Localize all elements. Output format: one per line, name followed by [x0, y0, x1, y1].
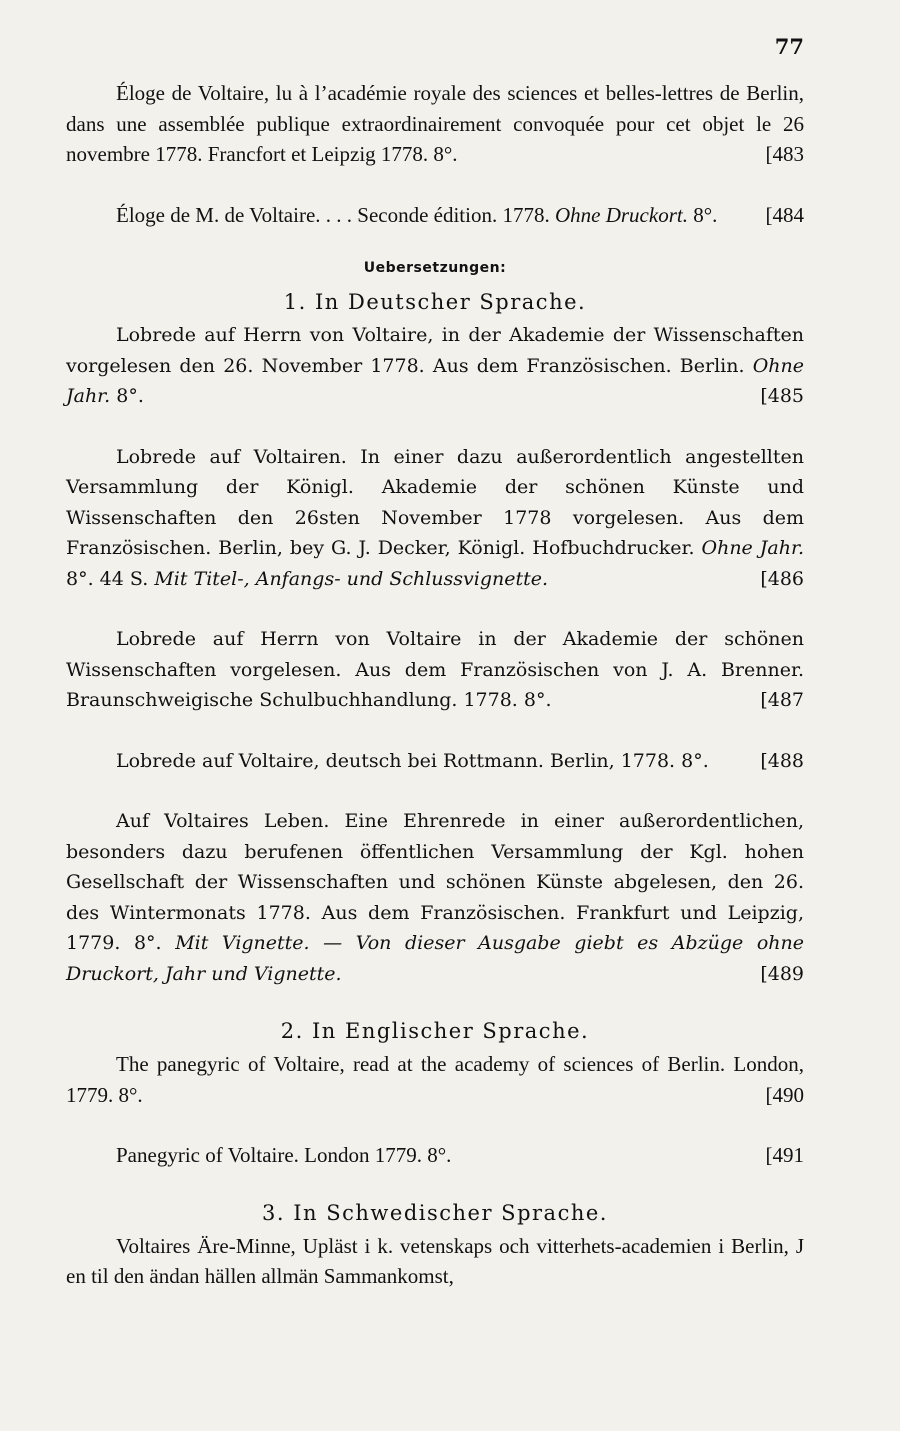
entry-484 — [66, 200, 804, 231]
section-title-english: 2. In Englischer Sprache. — [280, 1019, 590, 1043]
entry-text: Voltaires Äre-Minne, Upläst i k. vetenskaps och vitterhets-academien i Berlin, J en til den ändan hällen allmän Sammankomst, — [66, 1233, 804, 1288]
entry-number: [488 — [760, 749, 804, 772]
entry-number: [490 — [765, 1082, 804, 1107]
entry-text: Lobrede auf Herrn von Voltaire, in der Akademie der Wissenschaften vorgelesen den 26. November 1778. Aus dem Französischen. Berlin. — [66, 324, 804, 377]
entry-text: Lobrede auf Voltairen. In einer dazu außerordentlich angestellten Versammlung der Königl. Akademie der schönen Künste und Wissenschaften den 26sten November 1778 vorgelesen. Aus dem Französischen. Berlin, bey G. J. Decker, Königl. Hofbuchdrucker. — [66, 445, 804, 559]
entry-483 — [66, 78, 804, 170]
entry-number: [486 — [760, 567, 804, 590]
entry-text: Éloge de Voltaire, lu à l’académie royale des sciences et belles-lettres de Berlin, dans une assemblée publique extraordinairement convoquée pour cet objet le 26 novembre 1778. Francfort et Leipzig 1778. 8°. — [66, 81, 804, 166]
entry-text: The panegyric of Voltaire, read at the academy of sciences of Berlin. London, 1779. 8°. — [66, 1052, 804, 1107]
entry-486 — [66, 442, 804, 595]
entry-italic: Ohne Druckort. — [554, 202, 688, 227]
entry-489 — [66, 806, 804, 989]
entry-italic: Ohne Jahr. — [701, 537, 804, 559]
entry-text: Lobrede auf Herrn von Voltaire in der Akademie der schönen Wissenschaften vorgelesen. Aus dem Französischen von J. A. Brenner. Braunschweigische Schulbuchhandlung. 1778. 8°. — [66, 628, 804, 711]
entry-text: Panegyric of Voltaire. London 1779. 8°. — [116, 1143, 452, 1167]
entry-487 — [66, 624, 804, 716]
entry-number: [487 — [760, 689, 804, 711]
entry-italic: Mit Vignette. — Von dieser Ausgabe giebt es Abzüge ohne Druckort, Jahr und Vignette. — [66, 932, 804, 985]
entry-485 — [66, 320, 804, 412]
entry-text: Éloge de M. de Voltaire. . . . Seconde édition. 1778. — [116, 202, 550, 227]
entry-swedish-1 — [66, 1231, 804, 1292]
entry-number: [485 — [760, 385, 804, 407]
bibliography-entries — [66, 78, 804, 1292]
entry-488 — [66, 746, 804, 777]
page-number: 77 — [774, 34, 804, 59]
translations-heading: Uebersetzungen: — [363, 260, 507, 276]
entry-italic-2: Mit Titel-, Anfangs- und Schlussvignette. — [154, 567, 549, 590]
entry-number: [489 — [760, 962, 804, 985]
entry-italic: Ohne Jahr. — [66, 354, 805, 407]
entry-491 — [66, 1140, 804, 1171]
entry-number: [484 — [765, 202, 804, 227]
entry-text-after: 8°. — [693, 202, 718, 227]
entry-text: Lobrede auf Voltaire, deutsch bei Rottmann. Berlin, 1778. 8°. — [116, 749, 709, 772]
section-title-swedish: 3. In Schwedischer Sprache. — [262, 1200, 608, 1225]
entry-number: [491 — [765, 1143, 804, 1167]
entry-490 — [66, 1049, 804, 1110]
entry-number: [483 — [765, 142, 804, 166]
entry-text: Auf Voltaires Leben. Eine Ehrenrede in einer außerordentlichen, besonders dazu berufenen öffentlichen Versammlung der Kgl. hohen Gesellschaft der Wissenschaften und schönen Künste abgelesen, den 26. des Wintermonats 1778. Aus dem Französischen. Frankfurt und Leipzig, 1779. 8°. — [66, 810, 804, 954]
entry-text-mid: 8°. 44 S. — [66, 567, 149, 590]
entry-text-after: 8°. — [116, 385, 144, 407]
section-title-german: 1. In Deutscher Sprache. — [283, 290, 587, 314]
